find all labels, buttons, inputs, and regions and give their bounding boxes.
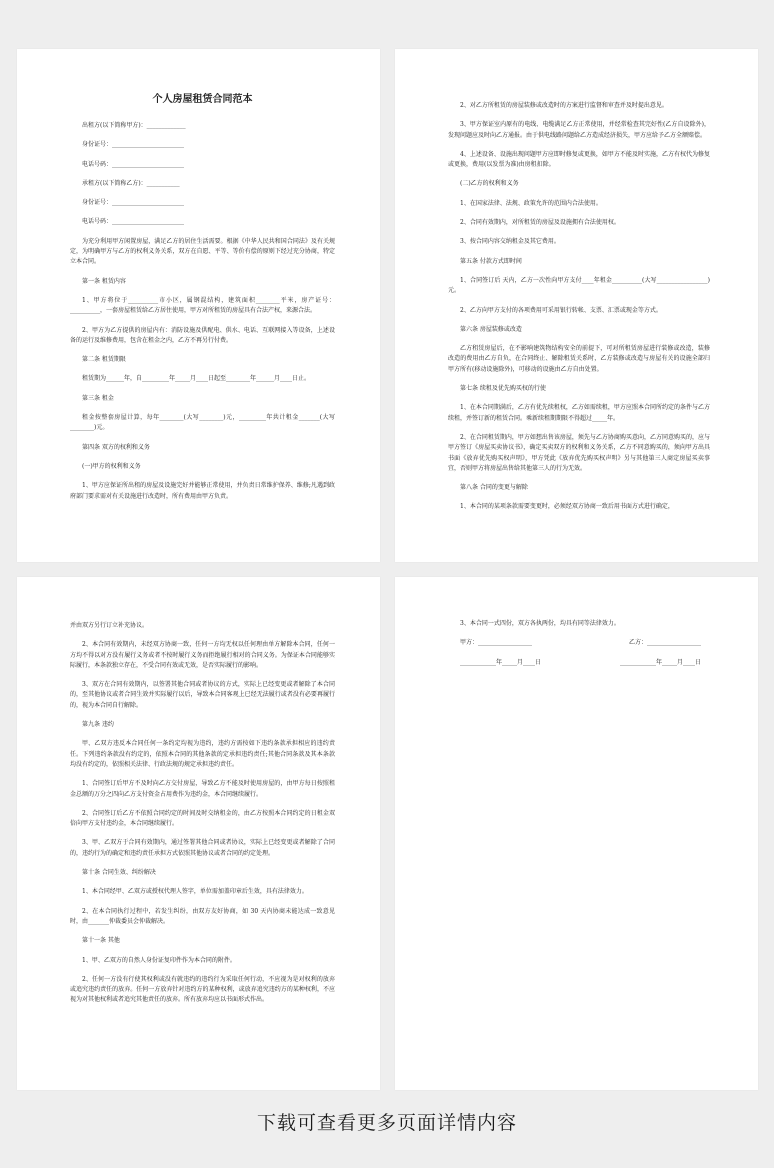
contract-paragraph: 为充分利用甲方闲置房屋，满足乙方的居住生活需要。根据《中华人民共和国合同法》及有关规定，为明确甲方与乙方的权利义务关系，双方在自愿、平等、等价有偿的原则下经过充分协商，特定立本合同。: [70, 237, 335, 266]
section-heading: 第四条 双方的权利和义务: [82, 443, 150, 451]
signature-row: [448, 638, 713, 648]
contract-paragraph: 2、在合同租赁期内，甲方如想出售该房屋，须先与乙方协商购买意向，乙方同意购买的，应与甲方签订《房屋买卖协议书》，确定买卖双方的权利和义务关系，乙方不同意购买的，须向甲方出具书面《放弃优先购买权声明》，甲方凭此《放弃优先购买权声明》另与其他第三人商定房屋买卖事宜，否则甲方将房屋出售给其他第三人的行为无效。: [448, 433, 710, 472]
contract-paragraph: 1、合同签订后 天内，乙方一次性向甲方支付____年租金__________(大写_________________)元。: [448, 276, 710, 295]
contract-paragraph: 2、合同有效期内，对所租赁的房屋及设施拥有合法使用权。: [460, 219, 620, 227]
section-heading: 第十条 合同生效、纠纷解决: [82, 869, 156, 877]
contract-paragraph: 1、在本合同期满后，乙方有优先续租权，乙方如需续租，甲方应照本合同所约定的条件与乙方续租，并签订新的租赁合同。乘新续租期期限不得超过_____年。: [448, 404, 710, 422]
contract-paragraph: 4、上述设备、设施出现问题甲方应即时修复或更换，如甲方不能及时实施，乙方有权代为修复或更换，费用(以发票为准)由房租扣除。: [448, 150, 710, 169]
contract-title: 个人房屋租赁合同范本: [152, 94, 253, 105]
contract-paragraph: 3、甲方保证室内原有的电线、电缆满足乙方正常使用，并经常检查其完好性(乙方自设除外)，发现问题应及时向乙方通报。由于供电线路问题给乙方造成经济损失，甲方应给予乙方全额赔偿。: [448, 121, 710, 139]
party-info-fields: [70, 121, 335, 228]
page-1-content: [70, 93, 335, 511]
contract-paragraph: 2、在本合同执行过程中，若发生纠纷，由双方友好协商，如 30 天内协商未能达成一致意见时，由_______仲裁委员会仲裁解决。: [70, 907, 335, 925]
section-heading: 第十一条 其他: [82, 937, 120, 945]
contract-paragraph: 租金按整套房屋计算，每年________(大写________)元，_________年共计租金_______(大写________)元。: [70, 414, 335, 432]
section-heading: (二)乙方的权利和义务: [460, 180, 519, 188]
section-heading: (一)甲方的权利和义务: [82, 462, 141, 470]
document-page-3: [17, 577, 380, 1090]
contract-paragraph: 2、任何一方没有行使其权利或没有就违约的违约行为采取任何行动，不应视为是对权利的放弃或追究违约责任的放弃。任何一方放弃针对违约方的某种权利，或放弃追究违约方的某种权利，不应视为对其他权利或者追究其他责任的放弃。所有放弃均应以书面形式作出。: [70, 975, 335, 1004]
section-heading: 第八条 合同的变更与解除: [460, 484, 528, 492]
party-field: 电话号码：________________________: [82, 160, 185, 168]
document-page-1: [17, 49, 380, 562]
party-b-signature: 乙方：__________________: [628, 639, 701, 647]
contract-paragraph: 1、在国家法律、法规、政策允许的范围内合法使用。: [460, 199, 602, 207]
contract-paragraph: 租赁期为______年，自_________年_____月____日起至________年______月____日止。: [82, 375, 311, 383]
contract-paragraph: 2、合同签订后乙方不依照合同约定的时间及时交纳租金的，由乙方按照本合同约定的日租金双倍向甲方支付违约金，本合同继续履行。: [70, 809, 335, 828]
party-field: 电话号码：________________________: [82, 218, 185, 226]
page-1-body: [70, 237, 335, 502]
party-field: 身份证号：________________________: [82, 141, 185, 149]
contract-paragraph: 1、本合同经甲、乙双方或授权代理人签字，单位需加盖印章后生效，具有法律效力。: [82, 888, 308, 896]
party-a-date: ____________年_____月____日: [460, 658, 542, 666]
section-heading: 第九条 违约: [82, 721, 114, 729]
date-row: [448, 658, 713, 668]
party-field: 身份证号：________________________: [82, 199, 185, 207]
section-heading: 第七条 续租及优先购买权的行使: [460, 385, 546, 393]
document-page-2: [395, 49, 758, 562]
copies-clause: 3、本合同一式四份，双方各执两份，均具有同等法律效力。: [460, 620, 620, 627]
page-2-body: [448, 101, 710, 522]
contract-paragraph: 1、本合同的某项条款需要变更时，必须经双方协商一致后用书面方式进行确定，: [460, 503, 674, 511]
contract-paragraph: 3、按合同内容交纳租金及其它费用。: [460, 238, 560, 246]
contract-paragraph: 1、甲、乙双方的自然人身份证复印件作为本合同的附件。: [82, 956, 236, 964]
contract-paragraph: 甲、乙双方违反本合同任何一条约定均视为违约，违约方需按如下违约条款承担相应的违约责任。下列违约条款没有约定的，依照本合同的其他条款的定承担违约责任;其他合同条款及其本条款均没有约定的，依照相关法律、行政法规的规定承担违约责任。: [70, 740, 335, 768]
contract-paragraph: 2、甲方为乙方提供的房屋内有：消防设施及供配电、供水、电话、互联网接入等设备，上述设备的运行及维修费用，包含在租金之内，乙方不再另行付费。: [70, 326, 335, 344]
page-3-body: [70, 621, 335, 1015]
page-4-body: [448, 619, 713, 677]
party-field: 承租方(以下简称乙方)：___________: [82, 179, 180, 187]
section-heading: 第二条 租赁期限: [82, 356, 126, 364]
contract-paragraph: 1、甲方应保证所出租的房屋及设施完好并能够正常使用，并负责日常维护保养、维修;凡遇到政府部门要求需对有关设施进行改造时，所有费用由甲方负责。: [70, 482, 335, 500]
contract-paragraph: 2、本合同有效期内，未经双方协商一致，任何一方均无权以任何理由单方解除本合同，任何一方均不得以对方没有履行义务或者不按时履行义务而拒绝履行相对的合同义务。为保证本合同能够实际履行，本条款独立存在，不受合同有效或无效，是否实际履行的影响。: [70, 641, 335, 669]
contract-paragraph: 2、乙方向甲方支付的各项费用可采用银行转帐、支票、汇票或现金等方式。: [460, 306, 662, 314]
contract-paragraph: 1、合同签订后甲方不及时向乙方交付房屋，导致乙方不能及时使用房屋的，由甲方每日按照租金总额的万分之四向乙方支付资金占用费作为违约金，本合同继续履行。: [70, 780, 335, 798]
contract-paragraph: 1、甲方将位于__________市小区，属钢混结构，建筑面积________平米，房产证号：__________，一套房屋租赁给乙方居住使用，甲方对所租赁的房屋具有合法产权，来源合法。: [70, 296, 335, 315]
document-page-4: [395, 577, 758, 1090]
contract-paragraph: 乙方租赁房屋后，在不影响建筑物结构安全的前提下，可对所租赁房屋进行装修或改造，装修改造的费用由乙方自负，在合同终止、解除租赁关系时，乙方装修或改造与房屋有关的设施全部归甲方所有(移动设施除外)，可移动的设施由乙方自由处置。: [448, 345, 710, 373]
contract-paragraph: 3、双方在合同有效期内，以签署其他合同或者协议的方式，实际上已经变更或者解除了本合同的，至其他协议或者合同生效并实际履行以后，导致本合同客观上已经无法履行或者没有必要再履行的，视为本合同自行解除。: [70, 681, 335, 709]
download-more-link[interactable]: 下载可查看更多页面详情内容: [256, 1112, 517, 1134]
section-heading: 第一条 租赁内容: [82, 277, 126, 285]
section-heading: 第三条 租金: [82, 394, 114, 402]
party-a-signature: 甲方：__________________: [460, 639, 533, 647]
section-heading: 第六条 房屋装修或改造: [460, 325, 522, 333]
section-heading: 第五条 付款方式即时间: [460, 257, 522, 265]
contract-paragraph: 并由双方另行订立补充协议。: [70, 622, 149, 629]
contract-paragraph: 2、对乙方所租赁的房屋装修或改造时的方案进行监督和审查并及时提出意见。: [460, 102, 668, 109]
party-b-date: ____________年_____月____日: [619, 658, 701, 666]
party-field: 出租方(以下简称甲方)：_____________: [82, 122, 186, 129]
contract-paragraph: 3、甲、乙双方于合同有效期内，通过签署其他合同或者协议，实际上已经变更或者解除了合同的，违约行为的确定和违约责任承担方式依照其他协议或者合同的约定处理。: [70, 839, 335, 857]
